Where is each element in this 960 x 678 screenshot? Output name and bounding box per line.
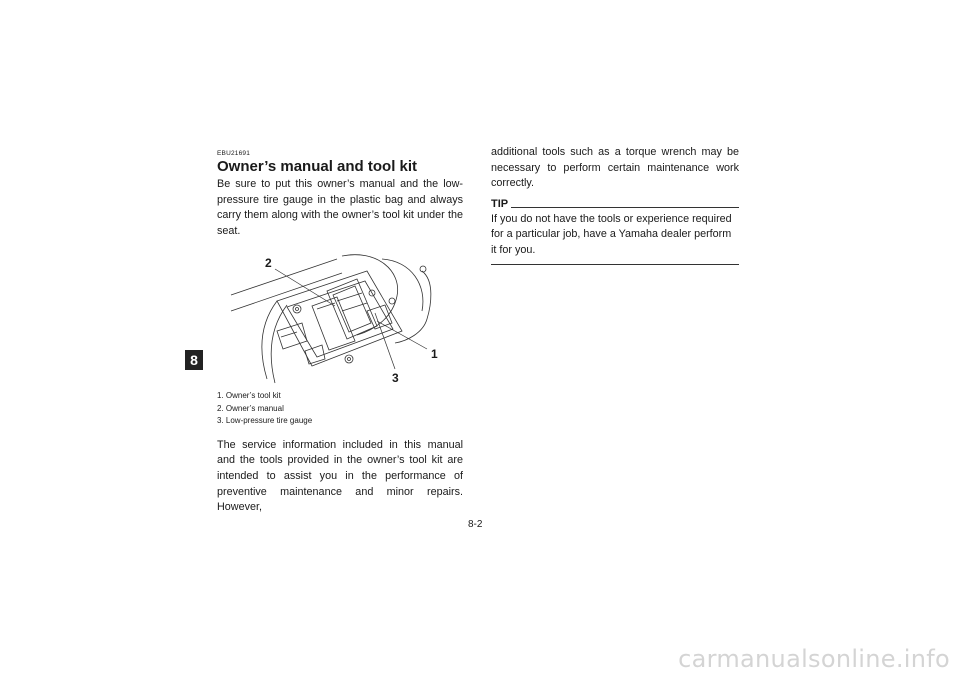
seat-illustration-icon xyxy=(217,251,463,386)
callout-3: 3 xyxy=(392,371,399,386)
tip-label: TIP xyxy=(491,197,509,210)
chapter-tab: 8 xyxy=(185,350,203,370)
left-column xyxy=(217,150,463,516)
section-code: EBU21691 xyxy=(217,150,251,157)
tip-header xyxy=(491,198,739,210)
figure-legend xyxy=(217,390,463,428)
continued-paragraph: additional tools such as a torque wrench may be necessary to perform certain maintenance work correctly. xyxy=(491,146,739,190)
intro-paragraph: Be sure to put this owner’s manual and the low-pressure tire gauge in the plastic bag and always carry them along with the owner’s tool kit under the seat. xyxy=(217,178,463,237)
tip-text: If you do not have the tools or experience required for a particular job, have a Yamaha dealer perform it for you. xyxy=(491,212,732,256)
section-title: Owner’s manual and tool kit xyxy=(217,158,418,175)
callout-2: 2 xyxy=(265,256,272,271)
legend-item: 2. Owner’s manual xyxy=(217,403,284,413)
tool-kit-figure xyxy=(217,251,463,386)
service-paragraph: The service information included in this manual and the tools provided in the owner’s tool kit are intended to assist you in the performance of preventive maintenance and minor repairs. However, xyxy=(217,438,463,514)
page-number: 8-2 xyxy=(468,519,483,530)
legend-item: 3. Low-pressure tire gauge xyxy=(217,416,313,426)
tip-end-rule xyxy=(491,264,739,265)
watermark: carmanualsonline.info xyxy=(678,645,950,673)
tip-rule xyxy=(511,207,739,208)
right-column xyxy=(491,145,739,265)
legend-item: 1. Owner’s tool kit xyxy=(217,391,281,401)
callout-1: 1 xyxy=(431,347,438,362)
